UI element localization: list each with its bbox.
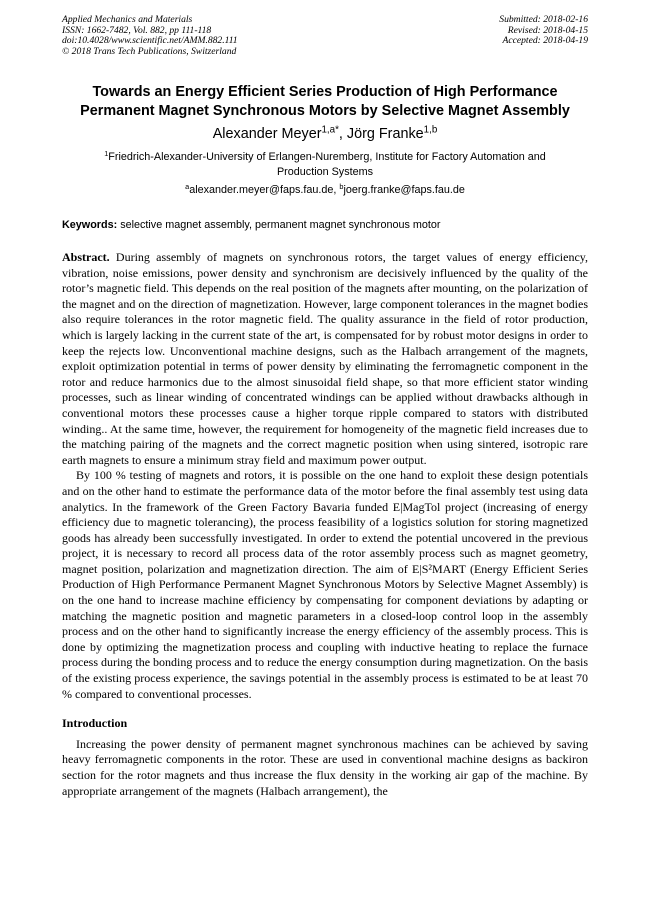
revised-date: Revised: 2018-04-15 (507, 24, 588, 36)
accepted-date: Accepted: 2018-04-19 (502, 35, 588, 47)
journal-header (62, 15, 238, 57)
author-separator: , (338, 126, 347, 142)
author-name: Jörg Franke (346, 126, 424, 142)
abstract-text: During assembly of magnets on synchronous rotors, the target values of energy efficiency, vibration, noise emissions, power density and synchronism are decisively influenced by the quality of the rotor’s magnetic field. This depends on the real position of the magnets after mounting, on the polarization of the magnet and on the direction of magnetization. However, large component tolerances in the magnet bodies also require tolerances in the rotor magnetic field. The quality assurance in the field of rotor production, which is largely lacking in the current state of the art, is compensated for by robust motor designs in order to keep the rejects low. Unconventional machine designs, such as the Halbach arrangement of the magnets, exploit optimization potential in terms of power density by eliminating the ferromagnetic component in the rotor and reduce harmonics due to the almost sinusoidal field shape, so that more efficient stator winding processes, such as linear winding of concentrated windings can be applied without drawbacks although in conventional motors these processes cause a higher torque ripple compared to stators with distributed winding.. At the same time, however, the requirement for homogeneity of the magnetic field increases due to the matching pairing of the magnets and the correct magnetic position when using sintered, isotropic rare earth magnets to ensure a minimum stray field and maximum power output. (62, 250, 588, 467)
author-name: Alexander Meyer (212, 126, 322, 142)
author-emails (60, 183, 590, 197)
journal-copyright: © 2018 Trans Tech Publications, Switzerland (62, 45, 237, 57)
paper-title (40, 83, 610, 121)
email-separator: , (333, 184, 340, 196)
submission-dates (499, 15, 588, 47)
email-mark: b (339, 181, 344, 191)
keywords (62, 218, 588, 232)
section-heading: Introduction (62, 716, 128, 731)
keywords-label: Keywords: (62, 219, 118, 231)
email-link[interactable]: joerg.franke@faps.fau.de (343, 184, 465, 196)
affiliation-mark: 1 (104, 148, 109, 158)
affiliation-line: Production Systems (276, 165, 373, 178)
author-affiliation-mark: 1,b (423, 124, 438, 136)
affiliation-line: Friedrich-Alexander-University of Erlangen-Nuremberg, Institute for Factory Automation and (108, 151, 546, 163)
introduction-paragraph: Increasing the power density of permanent magnet synchronous machines can be achieved by saving heavy ferromagnetic components in the rotor. These are used in conventional machine designs as backiron section for the rotor magnets and thus increase the flux density in the working air gap of the machine. By appropriate arrangement of the magnets (Halbach arrangement), the (62, 736, 588, 798)
journal-doi[interactable]: doi:10.4028/www.scientific.net/AMM.882.111 (62, 35, 238, 47)
email-link[interactable]: alexander.meyer@faps.fau.de (189, 184, 334, 196)
abstract-label: Abstract. (62, 250, 110, 264)
title-line: Permanent Magnet Synchronous Motors by Selective Magnet Assembly (80, 103, 570, 119)
abstract-paragraph (62, 250, 588, 468)
email-mark: a (185, 181, 190, 191)
journal-name: Applied Mechanics and Materials (62, 14, 193, 25)
journal-issn: ISSN: 1662-7482, Vol. 882, pp 111-118 (62, 24, 212, 36)
abstract-paragraph: By 100 % testing of magnets and rotors, it is possible on the one hand to exploit these design potentials and on the other hand to estimate the performance data of the motor before the final assembly test using data analytics. In the framework of the Green Factory Bavaria funded E|MagTol project (increasing of energy efficiency due to magnetic tolerancing), the process feasibility of a logistics solution for storing magnetized goods has already been successfully investigated. In order to extend the potential uncovered in the previous project, it is necessary to record all process data of the rotor assembly process such as magnet geometry, magnet position, polarization and magnetization direction. The aim of E|S²MART (Energy Efficient Series Production of High Performance Permanent Magnet Synchronous Motors by Selective Magnet Assembly) is on the one hand to increase machine efficiency by compensating for component deviations by adapting or matching the magnetic position and magnetic parameters in a closed-loop control loop in the assembly process and on the other hand to significantly increase the energy efficiency of the assembly process. This is done by optimizing the magnetization process and coupling with inductive heating to replace the furnace process during the bonding process and to reduce the energy consumption during magnetization. On the basis of the existing process experience, the savings potential in the assembly process is estimated to be at least 70 % compared to conventional processes. (62, 468, 588, 701)
keywords-text: selective magnet assembly, permanent magnet synchronous motor (117, 219, 441, 231)
author-affiliation-mark: 1,a* (321, 124, 339, 136)
title-line: Towards an Energy Efficient Series Production of High Performance (92, 84, 558, 100)
author-list (40, 125, 610, 143)
affiliation (60, 150, 590, 179)
paper-body (62, 250, 588, 799)
submitted-date: Submitted: 2018-02-16 (499, 14, 588, 25)
